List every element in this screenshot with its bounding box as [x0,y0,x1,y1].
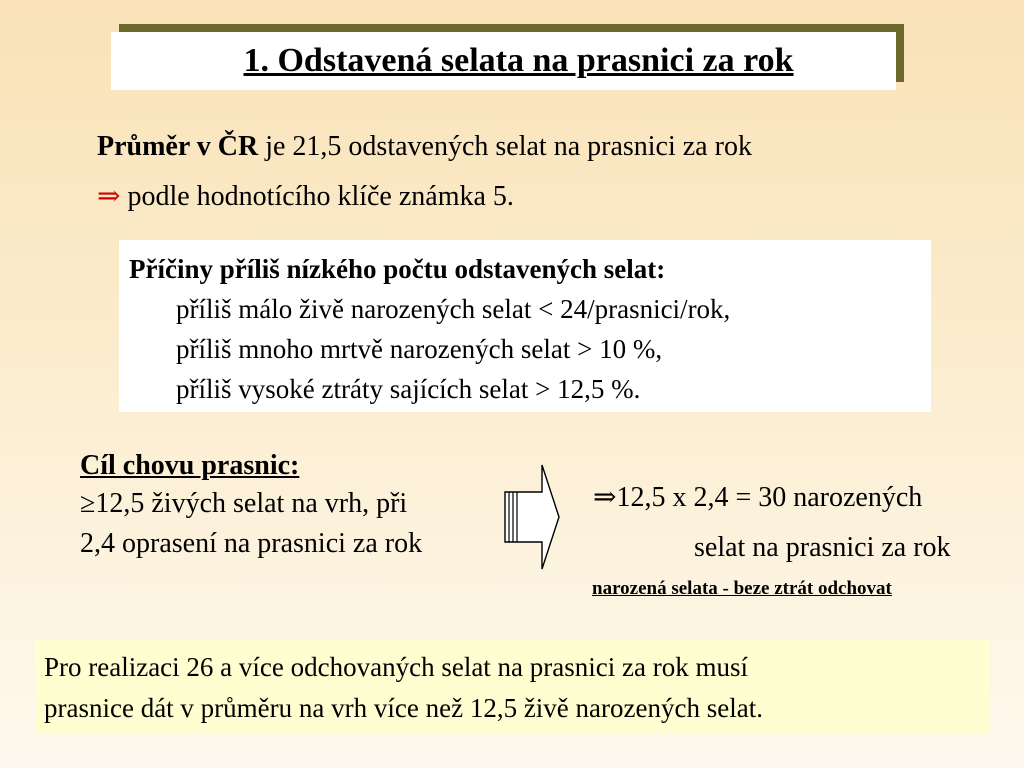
reason-item-2: příliš mnoho mrtvě narozených selat > 10 %, [176,334,663,364]
goal-line-1: ≥12,5 živých selat na vrh, při [80,488,408,519]
conclusion-box [35,640,990,733]
intro-line2-text: podle hodnotícího klíče známka 5. [120,181,514,212]
result-line-2: selat na prasnici za rok [694,532,951,563]
result-line-1: ⇒12,5 x 2,4 = 30 narozených [593,482,923,513]
goal-line-2: 2,4 oprasení na prasnici za rok [80,528,423,559]
intro-rest: je 21,5 odstavených selat na prasnici za rok [258,131,752,162]
intro-bold-prefix: Průměr v ČR [97,131,259,162]
page-title: 1. Odstavená selata na prasnici za rok [243,42,794,79]
title-box [111,32,896,90]
reasons-box [119,240,931,412]
intro-line-1 [97,133,752,161]
reason-item-3: příliš vysoké ztráty sajících selat > 12,5 %. [176,374,641,404]
implies-arrow-icon: ⇒ [97,181,121,212]
goal-heading: Cíl chovu prasnic: [80,450,300,481]
reasons-heading: Příčiny příliš nízkého počtu odstavených selat: [129,254,666,284]
result-note: narozená selata - beze ztrát odchovat [592,578,892,599]
reason-item-1: příliš málo živě narozených selat < 24/prasnici/rok, [176,294,731,324]
block-arrow-icon [502,462,562,572]
conclusion-line-1: Pro realizaci 26 a více odchovaných selat na prasnici za rok musí [44,652,748,682]
conclusion-line-2: prasnice dát v průměru na vrh více než 12,5 živě narozených selat. [44,693,763,723]
intro-line-2 [97,183,514,211]
